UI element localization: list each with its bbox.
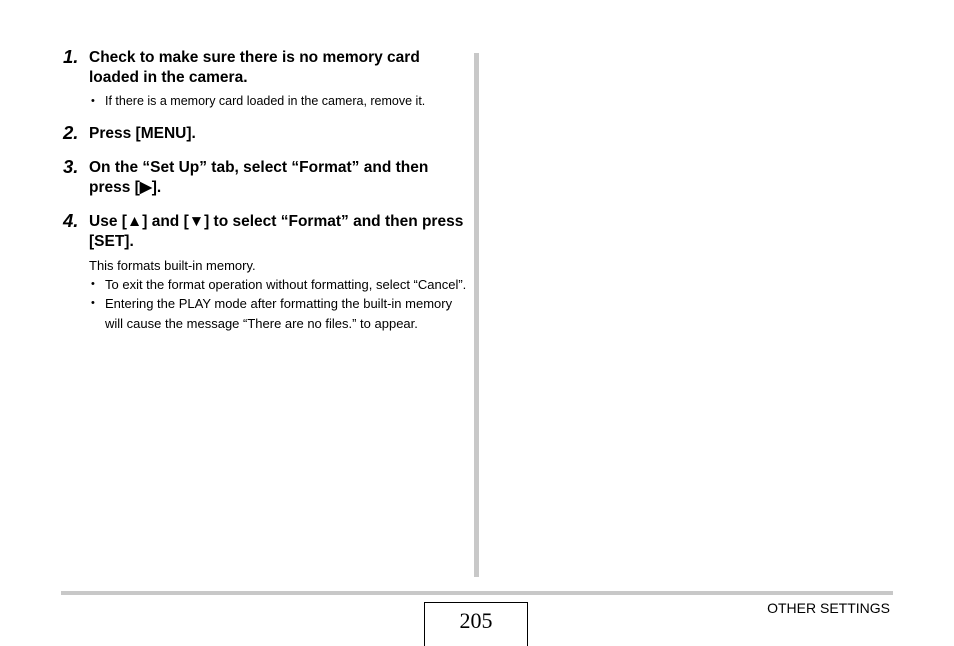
- step-instruction: Press [MENU].: [89, 124, 196, 142]
- section-label: OTHER SETTINGS: [767, 600, 890, 616]
- step-instruction: Use [▲] and [▼] to select “Format” and then press [SET].: [89, 212, 464, 250]
- step-4: [63, 209, 468, 334]
- note-item: • If there is a memory card loaded in the camera, remove it.: [89, 92, 468, 112]
- step-instruction: Check to make sure there is no memory card loaded in the camera.: [89, 49, 420, 86]
- step-notes: [89, 92, 468, 112]
- footer-rule: [61, 591, 893, 595]
- note-item: • To exit the format operation without formatting, select “Cancel”.: [89, 275, 468, 295]
- step-3: [63, 155, 468, 198]
- step-instruction: On the “Set Up” tab, select “Format” and then press [▶].: [89, 158, 429, 196]
- step-number: 4.: [63, 209, 79, 231]
- page-number: 205: [424, 602, 528, 646]
- step-number: 3.: [63, 155, 79, 177]
- step-2: [63, 121, 468, 144]
- column-divider: [474, 53, 479, 577]
- step-number: 2.: [63, 121, 79, 143]
- instruction-column: [63, 48, 468, 333]
- note-item: • Entering the PLAY mode after formatting the built-in memory will cause the message “There are no files.” to appear.: [89, 294, 468, 333]
- step-number: 1.: [63, 46, 79, 67]
- step-1: [63, 48, 468, 112]
- step-notes: [89, 275, 468, 334]
- step-description: This formats built-in memory.: [89, 257, 256, 273]
